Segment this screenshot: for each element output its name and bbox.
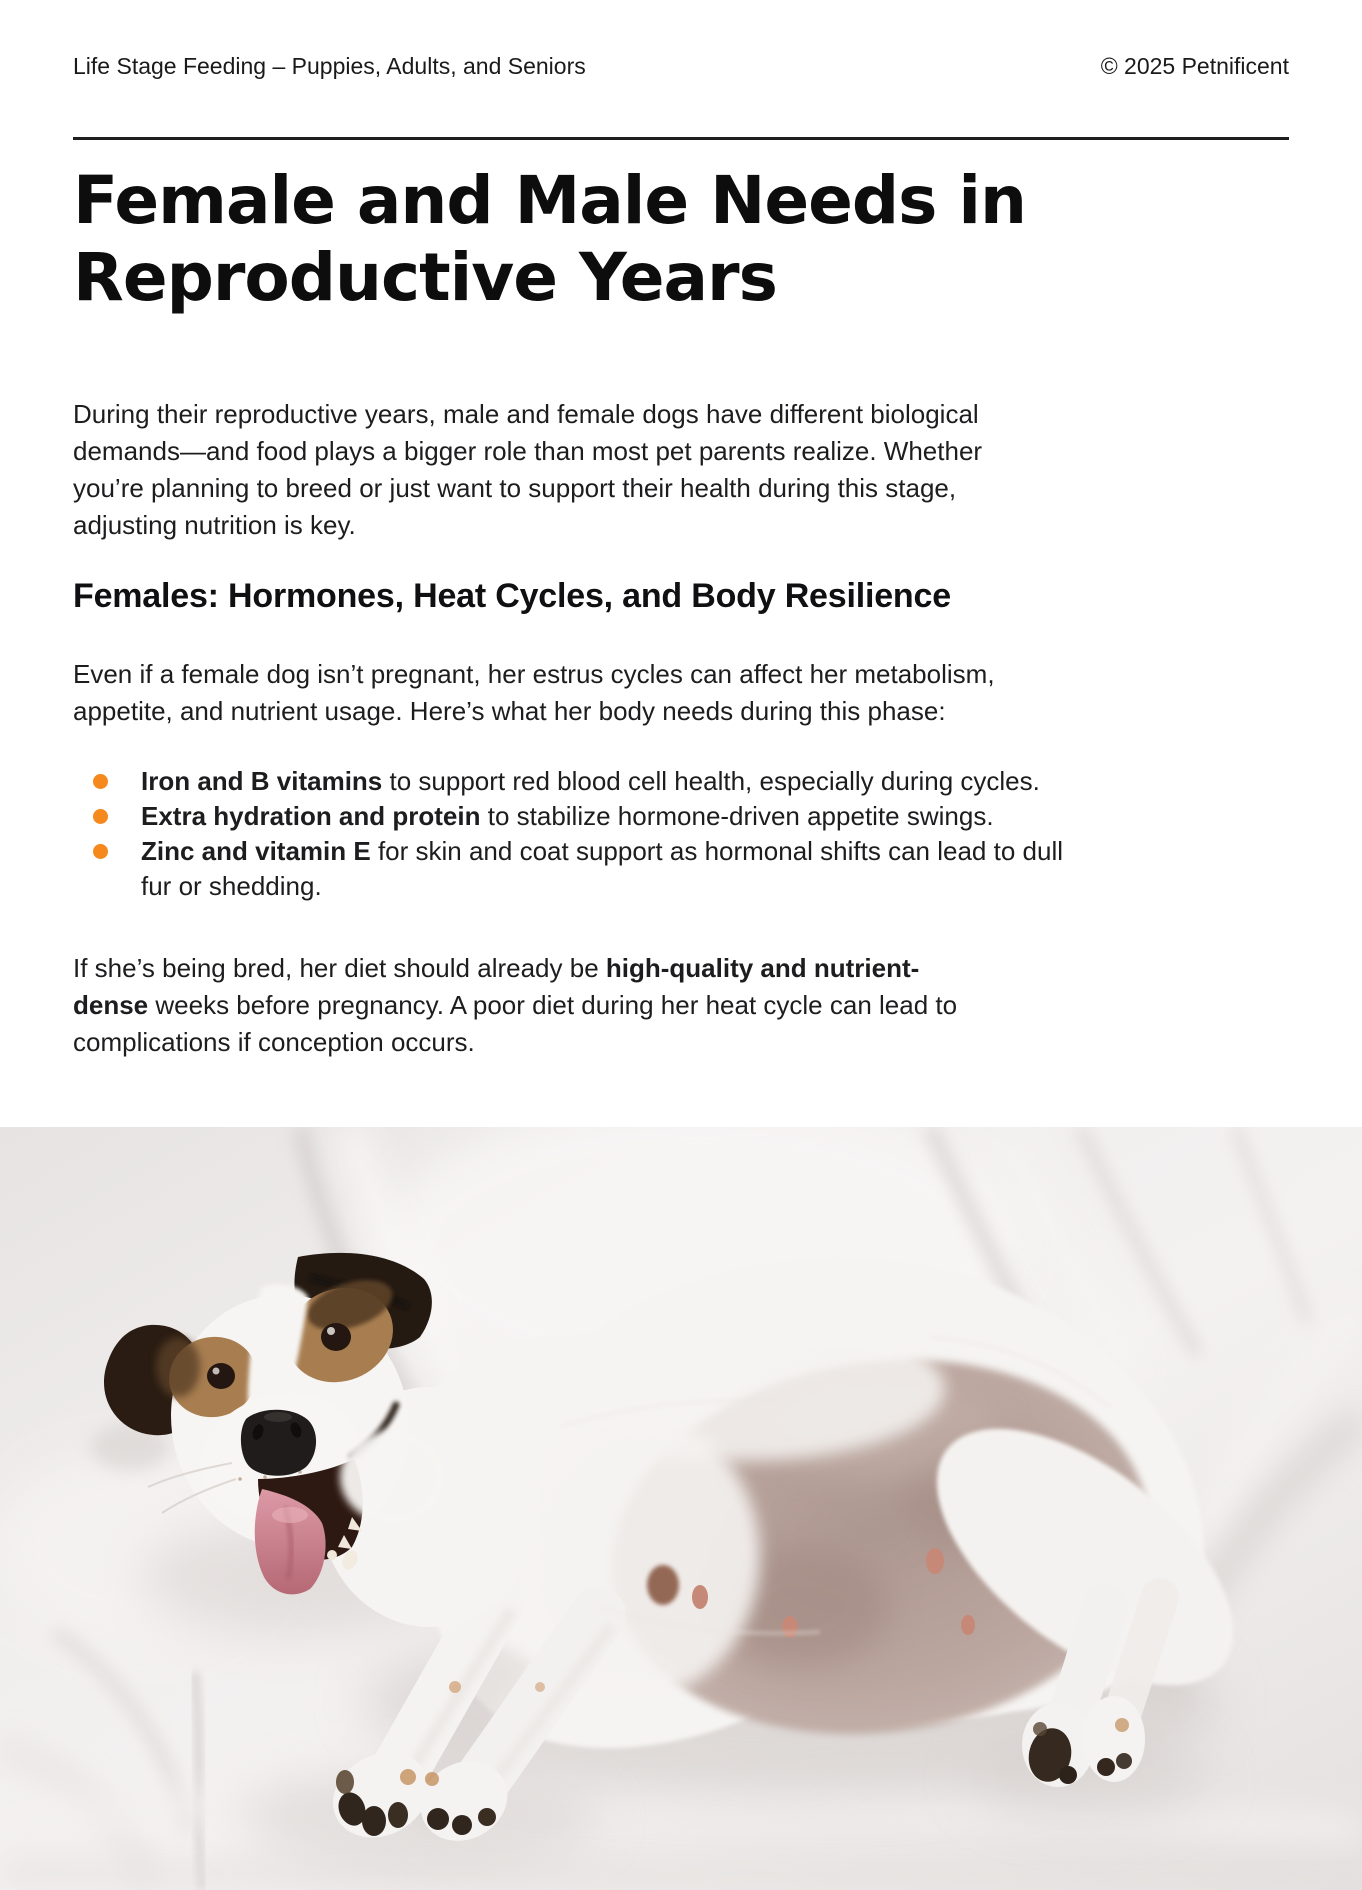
bullet-text: Iron and B vitamins to support red blood cell health, especially during cycles. [141, 766, 1040, 796]
bullet-item [73, 799, 1289, 834]
section-intro-paragraph: Even if a female dog isn’t pregnant, her estrus cycles can affect her metabolism, appetite, and nutrient usage. Here’s what her body needs during this phase: [73, 659, 995, 726]
nutrient-bullet-list [73, 764, 1289, 904]
closing-paragraph: If she’s being bred, her diet should already be high-quality and nutrient- dense weeks before pregnancy. A poor diet during her heat cycle can lead to complications if conception occurs. [73, 953, 958, 1057]
bullet-text: Zinc and vitamin E for skin and coat support as hormonal shifts can lead to dull fur or shedding. [141, 836, 1063, 901]
article-title: Female and Male Needs in Reproductive Years [73, 162, 1027, 316]
flank-spot [647, 1565, 679, 1605]
divider-rule [73, 137, 1289, 140]
bullet-dot [93, 844, 108, 859]
pregnant-dog-photo [0, 1127, 1362, 1890]
dog-eye-left [207, 1363, 235, 1389]
intro-paragraph: During their reproductive years, male and female dogs have different biological demands—and food plays a bigger role than most pet parents realize. Whether you’re planning to breed or just want to support their health during this stage, adjusting nutrition is key. [73, 399, 983, 540]
header-copyright: © 2025 Petnificent [1100, 53, 1289, 79]
dog-eye-right [321, 1323, 351, 1351]
bullet-item [73, 764, 1289, 799]
document-header [0, 0, 1362, 80]
bullet-dot [93, 774, 108, 789]
header-doc-title: Life Stage Feeding – Puppies, Adults, and Seniors [73, 53, 586, 79]
section-heading: Females: Hormones, Heat Cycles, and Body Resilience [73, 577, 951, 615]
article-content [0, 162, 1362, 1061]
bullet-dot [93, 809, 108, 824]
bullet-text: Extra hydration and protein to stabilize hormone-driven appetite swings. [141, 801, 994, 831]
bullet-item [73, 834, 1289, 904]
cheek-fluff [340, 1431, 444, 1523]
